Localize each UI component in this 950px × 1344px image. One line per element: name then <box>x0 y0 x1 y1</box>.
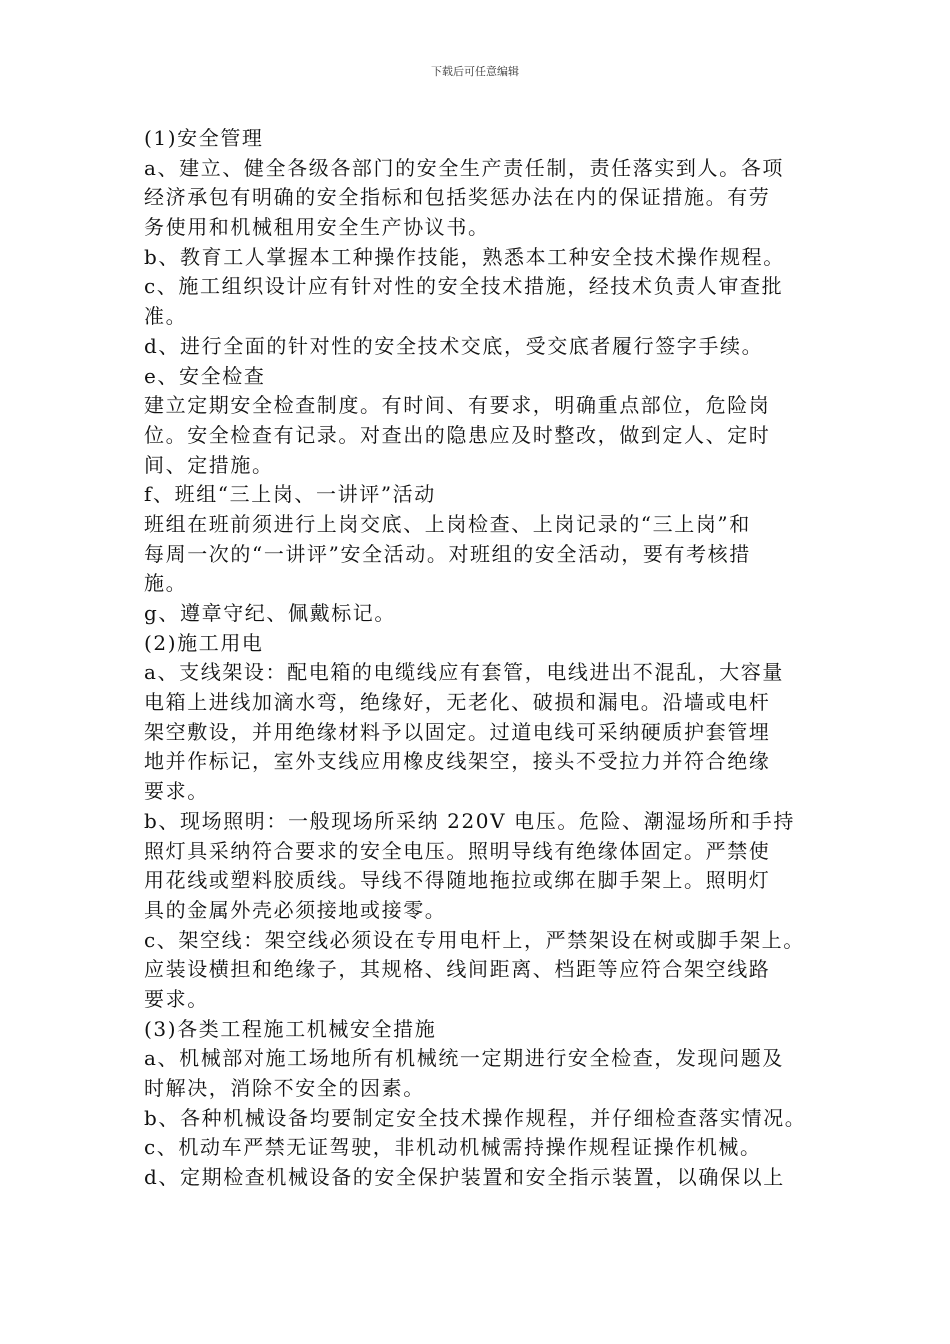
subheading-safety-inspection: e、安全检查 <box>144 363 266 388</box>
paragraph-line: 地并作标记，室外支线应用橡皮线架空，接头不受拉力并符合绝缘 <box>144 749 771 774</box>
paragraph-line: b、各种机械设备均要制定安全技术操作规程，并仔细检查落实情况。 <box>144 1105 807 1130</box>
paragraph-line: 架空敷设，并用绝缘材料予以固定。过道电线可采纳硬质护套管埋 <box>144 719 771 744</box>
paragraph-line: 班组在班前须进行上岗交底、上岗检查、上岗记录的“三上岗”和 <box>144 511 751 536</box>
paragraph-line: b、现场照明：一般现场所采纳 220V 电压。危险、潮湿场所和手持 <box>144 808 795 833</box>
page-header-note: 下载后可任意编辑 <box>431 65 519 78</box>
paragraph-line: 要求。 <box>144 986 209 1011</box>
paragraph-line: 用花线或塑料胶质线。导线不得随地拖拉或绑在脚手架上。照明灯 <box>144 868 771 893</box>
paragraph-line: c、架空线：架空线必须设在专用电杆上，严禁架设在树或脚手架上。 <box>144 927 805 952</box>
paragraph-line: d、进行全面的针对性的安全技术交底，受交底者履行签字手续。 <box>144 333 764 358</box>
paragraph-line: a、建立、健全各级各部门的安全生产责任制，责任落实到人。各项 <box>144 155 784 180</box>
paragraph-line: 间、定措施。 <box>144 452 274 477</box>
subheading-team-activity: f、班组“三上岗、一讲评”活动 <box>144 482 436 507</box>
paragraph-line: 照灯具采纳符合要求的安全电压。照明导线有绝缘体固定。严禁使 <box>144 838 771 863</box>
paragraph-line: a、支线架设：配电箱的电缆线应有套管，电线进出不混乱，大容量 <box>144 660 784 685</box>
paragraph-line: 建立定期安全检查制度。有时间、有要求，明确重点部位，危险岗 <box>144 393 771 418</box>
paragraph-line: c、机动车严禁无证驾驶，非机动机械需持操作规程证操作机械。 <box>144 1135 762 1160</box>
paragraph-line: 具的金属外壳必须接地或接零。 <box>144 897 447 922</box>
paragraph-line: 施。 <box>144 571 188 596</box>
paragraph-line: 要求。 <box>144 779 209 804</box>
paragraph-line: d、定期检查机械设备的安全保护装置和安全指示装置，以确保以上 <box>144 1165 785 1190</box>
paragraph-line: g、遵章守纪、佩戴标记。 <box>144 601 397 625</box>
paragraph-line: 准。 <box>144 304 188 329</box>
paragraph-line: 时解决，消除不安全的因素。 <box>144 1076 425 1100</box>
paragraph-line: 电箱上进线加滴水弯，绝缘好，无老化、破损和漏电。沿墙或电杆 <box>144 690 771 715</box>
paragraph-line: 务使用和机械租用安全生产协议书。 <box>144 215 490 240</box>
paragraph-line: a、机械部对施工场地所有机械统一定期进行安全检查，发现问题及 <box>144 1046 784 1071</box>
paragraph-line: 应装设横担和绝缘子，其规格、线间距离、档距等应符合架空线路 <box>144 957 771 982</box>
document-body <box>144 124 824 1193</box>
paragraph-line: 每周一次的“一讲评”安全活动。对班组的安全活动，要有考核措 <box>144 541 751 566</box>
paragraph-line: 位。安全检查有记录。对查出的隐患应及时整改，做到定人、定时 <box>144 422 771 447</box>
section-heading-construction-power: (2)施工用电 <box>144 630 264 655</box>
paragraph-line: c、施工组织设计应有针对性的安全技术措施，经技术负责人审查批 <box>144 274 784 299</box>
paragraph-line: b、教育工人掌握本工种操作技能，熟悉本工种安全技术操作规程。 <box>144 244 785 269</box>
section-heading-safety-management: (1)安全管理 <box>144 126 264 150</box>
paragraph-line: 经济承包有明确的安全指标和包括奖惩办法在内的保证措施。有劳 <box>144 185 771 210</box>
section-heading-machinery-safety: (3)各类工程施工机械安全措施 <box>144 1016 437 1041</box>
